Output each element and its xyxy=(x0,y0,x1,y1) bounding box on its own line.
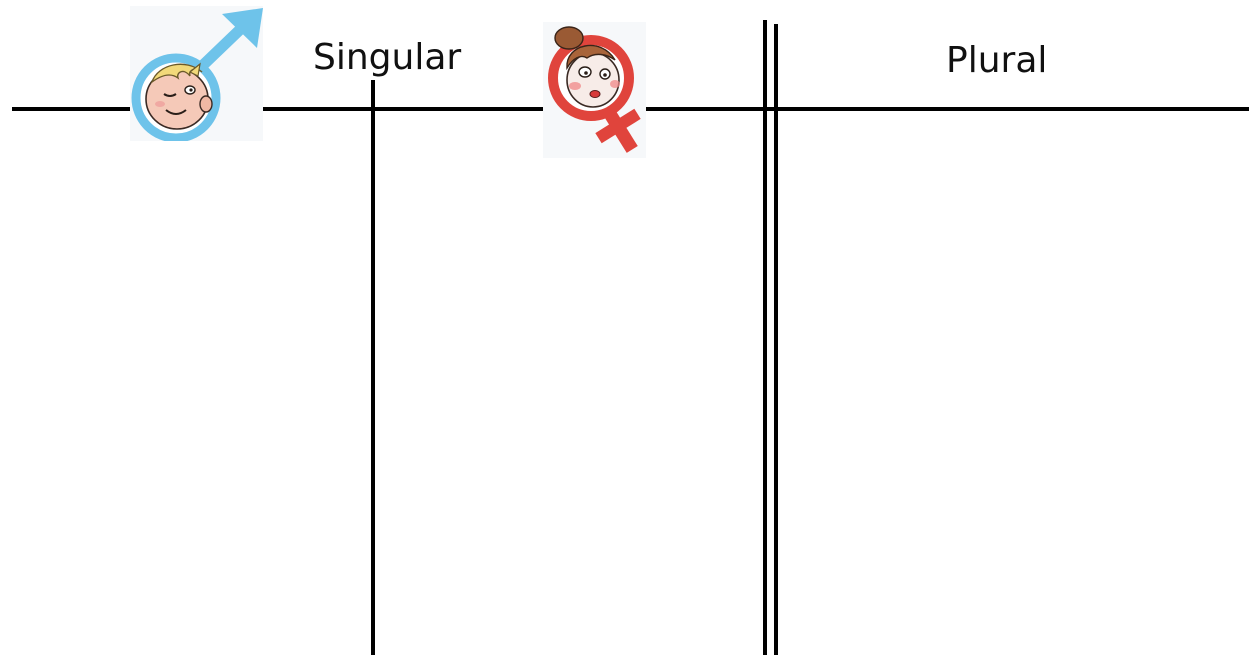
singular-plural-divider-left xyxy=(763,20,767,655)
singular-heading: Singular xyxy=(313,37,462,78)
singular-plural-divider-right xyxy=(774,24,778,655)
female-symbol-girl-icon xyxy=(543,22,646,158)
plural-heading: Plural xyxy=(946,40,1048,81)
male-symbol-boy-icon xyxy=(130,6,263,141)
masculine-feminine-divider xyxy=(371,80,375,655)
